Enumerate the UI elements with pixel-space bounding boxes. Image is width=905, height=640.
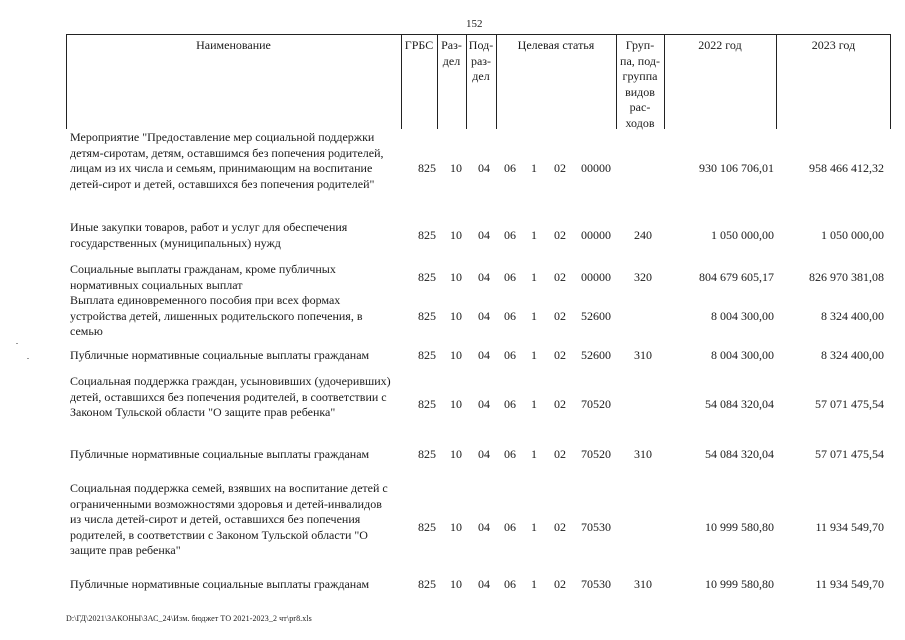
cell-grbs: 825 bbox=[418, 269, 436, 284]
cell-razdel: 10 bbox=[450, 227, 462, 242]
row-name: Социальные выплаты гражданам, кроме публичных нормативных социальных выплат bbox=[70, 262, 336, 292]
cell-t1: 06 bbox=[504, 308, 516, 323]
cell-t2: 1 bbox=[531, 577, 537, 591]
cell-y2023: 958 466 412,32 bbox=[809, 161, 884, 175]
cell-razdel: 10 bbox=[450, 519, 462, 534]
cell-t4: 00000 bbox=[581, 161, 611, 175]
cell-grbs: 825 bbox=[418, 308, 436, 323]
table-row bbox=[70, 577, 890, 593]
table-row bbox=[70, 447, 890, 463]
cell-t2: 1 bbox=[531, 447, 537, 461]
cell-group: 240 bbox=[634, 227, 652, 242]
cell-y2022: 10 999 580,80 bbox=[705, 519, 774, 534]
cell-podrazdel: 04 bbox=[478, 348, 490, 362]
cell-t2: 1 bbox=[531, 161, 537, 175]
cell-group: 310 bbox=[634, 447, 652, 461]
row-name: Выплата единовременного пособия при всех формах устройства детей, лишенных родительского попечения, в семью bbox=[70, 293, 363, 338]
cell-podrazdel: 04 bbox=[478, 397, 490, 412]
cell-podrazdel: 04 bbox=[478, 519, 490, 534]
cell-podrazdel: 04 bbox=[478, 227, 490, 242]
cell-t4: 70530 bbox=[581, 577, 611, 591]
cell-razdel: 10 bbox=[450, 161, 462, 175]
header-grbs: ГРБС bbox=[404, 38, 434, 52]
cell-podrazdel: 04 bbox=[478, 447, 490, 461]
cell-t3: 02 bbox=[554, 519, 566, 534]
cell-t3: 02 bbox=[554, 577, 566, 591]
cell-t1: 06 bbox=[504, 447, 516, 461]
cell-grbs: 825 bbox=[418, 161, 436, 175]
cell-y2023: 11 934 549,70 bbox=[815, 577, 884, 591]
cell-razdel: 10 bbox=[450, 577, 462, 591]
cell-podrazdel: 04 bbox=[478, 161, 490, 175]
cell-razdel: 10 bbox=[450, 397, 462, 412]
cell-t3: 02 bbox=[554, 227, 566, 242]
cell-t1: 06 bbox=[504, 269, 516, 284]
header-name: Наименование bbox=[196, 38, 271, 52]
cell-t4: 70520 bbox=[581, 397, 611, 412]
cell-y2023: 57 071 475,54 bbox=[815, 397, 884, 412]
cell-grbs: 825 bbox=[418, 519, 436, 534]
header-razdel: Раз- дел bbox=[441, 38, 462, 68]
page-number: 152 bbox=[466, 18, 483, 30]
cell-razdel: 10 bbox=[450, 269, 462, 284]
table-row bbox=[70, 262, 890, 293]
cell-y2022: 54 084 320,04 bbox=[705, 397, 774, 412]
cell-y2022: 54 084 320,04 bbox=[705, 447, 774, 461]
cell-t1: 06 bbox=[504, 519, 516, 534]
cell-podrazdel: 04 bbox=[478, 577, 490, 591]
cell-group: 310 bbox=[634, 348, 652, 362]
cell-t4: 70530 bbox=[581, 519, 611, 534]
header-podrazdel: Под- раз- дел bbox=[468, 38, 494, 83]
cell-y2022: 804 679 605,17 bbox=[699, 269, 774, 284]
header-2022: 2022 год bbox=[698, 38, 742, 52]
cell-t4: 52600 bbox=[581, 308, 611, 323]
table-row bbox=[70, 348, 890, 364]
cell-t1: 06 bbox=[504, 161, 516, 175]
header-target-article: Целевая статья bbox=[517, 38, 595, 52]
row-name: Мероприятие "Предоставление мер социальной поддержки детям-сиротам, детям, оставшимся без попечения родителей, лицам из их числа и семьям, принимающим на воспитание детей-сирот и детей, оставшихся без попечения родителей" bbox=[70, 130, 384, 191]
cell-y2023: 8 324 400,00 bbox=[821, 348, 884, 362]
scan-speck bbox=[27, 358, 29, 359]
row-name: Публичные нормативные социальные выплаты гражданам bbox=[70, 577, 370, 591]
cell-t3: 02 bbox=[554, 308, 566, 323]
row-name: Публичные нормативные социальные выплаты гражданам bbox=[70, 447, 370, 461]
cell-y2022: 1 050 000,00 bbox=[711, 227, 774, 242]
cell-t3: 02 bbox=[554, 269, 566, 284]
cell-group: 320 bbox=[634, 269, 652, 284]
cell-podrazdel: 04 bbox=[478, 308, 490, 323]
cell-y2022: 8 004 300,00 bbox=[711, 348, 774, 362]
cell-t1: 06 bbox=[504, 227, 516, 242]
table-row bbox=[70, 481, 890, 574]
cell-podrazdel: 04 bbox=[478, 269, 490, 284]
cell-t4: 00000 bbox=[581, 227, 611, 242]
cell-razdel: 10 bbox=[450, 447, 462, 461]
cell-t2: 1 bbox=[531, 397, 537, 412]
cell-razdel: 10 bbox=[450, 308, 462, 323]
header-expense-group: Груп- па, под- группа видов рас- ходов bbox=[620, 38, 660, 130]
cell-y2023: 8 324 400,00 bbox=[821, 308, 884, 323]
cell-razdel: 10 bbox=[450, 348, 462, 362]
cell-t1: 06 bbox=[504, 348, 516, 362]
table-row bbox=[70, 130, 890, 208]
cell-grbs: 825 bbox=[418, 397, 436, 412]
cell-t4: 00000 bbox=[581, 269, 611, 284]
cell-t2: 1 bbox=[531, 227, 537, 242]
cell-y2023: 57 071 475,54 bbox=[815, 447, 884, 461]
cell-t4: 52600 bbox=[581, 348, 611, 362]
cell-t1: 06 bbox=[504, 397, 516, 412]
table-row bbox=[70, 220, 890, 251]
cell-t2: 1 bbox=[531, 519, 537, 534]
cell-group: 310 bbox=[634, 577, 652, 591]
row-name: Иные закупки товаров, работ и услуг для обеспечения государственных (муниципальных) нужд bbox=[70, 220, 348, 250]
cell-grbs: 825 bbox=[418, 577, 436, 591]
cell-grbs: 825 bbox=[418, 227, 436, 242]
cell-t2: 1 bbox=[531, 308, 537, 323]
row-name: Социальная поддержка семей, взявших на воспитание детей с ограниченными возможностями здоровья и детей-инвалидов из числа детей-сирот и детей, оставшихся без попечения родителей, в соответствии с Законом Тульской области "О защите прав ребенка" bbox=[70, 481, 388, 557]
cell-t2: 1 bbox=[531, 348, 537, 362]
cell-y2023: 1 050 000,00 bbox=[821, 227, 884, 242]
cell-t2: 1 bbox=[531, 269, 537, 284]
cell-t3: 02 bbox=[554, 447, 566, 461]
cell-t1: 06 bbox=[504, 577, 516, 591]
cell-t3: 02 bbox=[554, 161, 566, 175]
cell-y2022: 930 106 706,01 bbox=[699, 161, 774, 175]
table-row bbox=[70, 374, 890, 436]
file-path-footer: D:\ГД\2021\ЗАКОНЫ\ЗАС_24\Изм. бюджет ТО 2021-2023_2 чт\pr8.xls bbox=[66, 614, 312, 623]
table-row bbox=[70, 293, 890, 340]
header-2023: 2023 год bbox=[811, 38, 856, 52]
row-name: Социальная поддержка граждан, усыновивших (удочеривших) детей, оставшихся без попечения родителей, в соответствии с Законом Тульской области "О защите прав ребенка" bbox=[70, 374, 391, 419]
scan-speck bbox=[16, 343, 18, 344]
cell-y2022: 10 999 580,80 bbox=[705, 577, 774, 591]
cell-y2022: 8 004 300,00 bbox=[711, 308, 774, 323]
cell-y2023: 826 970 381,08 bbox=[809, 269, 884, 284]
cell-t4: 70520 bbox=[581, 447, 611, 461]
row-name: Публичные нормативные социальные выплаты гражданам bbox=[70, 348, 370, 362]
cell-t3: 02 bbox=[554, 348, 566, 362]
cell-grbs: 825 bbox=[418, 447, 436, 461]
cell-y2023: 11 934 549,70 bbox=[815, 519, 884, 534]
cell-t3: 02 bbox=[554, 397, 566, 412]
cell-grbs: 825 bbox=[418, 348, 436, 362]
